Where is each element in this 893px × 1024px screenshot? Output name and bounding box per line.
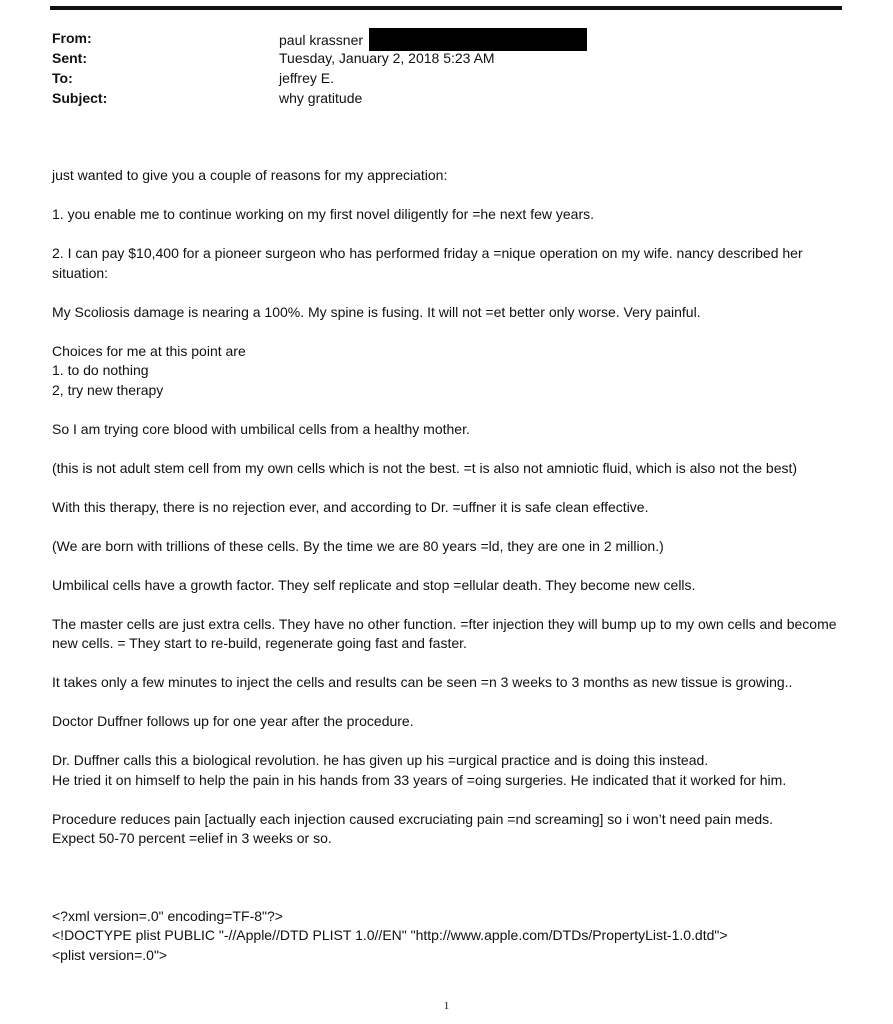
body-paragraph: My Scoliosis damage is nearing a 100%. My spine is fusing. It will not =et better only worse. Very painful. <box>52 303 701 320</box>
body-paragraph: Dr. Duffner calls this a biological revolution. he has given up his =urgical practice and is doing this instead. He tried it on himself to help the pain in his hands from 33 years of =oing surgeries. He indicated that it worked for him. <box>52 752 787 788</box>
subject-value: why gratitude <box>279 90 363 106</box>
to-value: jeffrey E. <box>279 70 334 86</box>
body-paragraph: It takes only a few minutes to inject the cells and results can be seen =n 3 weeks to 3 months as new tissue is growing.. <box>52 674 793 690</box>
body-paragraph: Doctor Duffner follows up for one year after the procedure. <box>52 713 414 729</box>
body-paragraph: The master cells are just extra cells. They have no other function. =fter injection they will bump up to my own cells and become new cells. = They start to re-build, regenerate going fast and faster. <box>52 615 837 651</box>
sent-value: Tuesday, January 2, 2018 5:23 AM <box>279 50 495 66</box>
body-paragraph: 1. you enable me to continue working on my first novel diligently for =he next few years. <box>52 206 595 222</box>
header-from-row <box>52 28 812 48</box>
body-paragraph: So I am trying core blood with umbilical cells from a healthy mother. <box>52 420 470 437</box>
body-paragraph: Procedure reduces pain [actually each injection caused excruciating pain =nd screaming] so i won’t need pain meds. Expect 50-70 percent =elief in 3 weeks or so. <box>52 810 774 846</box>
from-value: paul krassner <box>279 32 364 48</box>
body-paragraph: With this therapy, there is no rejection ever, and according to Dr. =uffner it is safe clean effective. <box>52 498 649 515</box>
header-sent-row <box>52 48 812 68</box>
header-subject-row <box>52 88 812 108</box>
body-paragraph: just wanted to give you a couple of reasons for my appreciation: <box>52 167 448 183</box>
top-rule <box>50 6 842 10</box>
page-number: 1 <box>443 1000 450 1012</box>
body-paragraph: Choices for me at this point are 1. to do nothing 2, try new therapy <box>52 342 246 398</box>
body-paragraph: (this is not adult stem cell from my own cells which is not the best. =t is also not amniotic fluid, which is also not the best) <box>52 459 798 476</box>
email-body <box>52 166 842 985</box>
xml-plist-text: <?xml version=.0" encoding=TF-8"?> <!DOCTYPE plist PUBLIC "-//Apple//DTD PLIST 1.0//EN" "http://www.apple.com/DTDs/PropertyList-1.0.dtd"> <plist version=.0"> <box>52 907 728 963</box>
subject-label: Subject: <box>52 90 108 106</box>
body-paragraph: 2. I can pay $10,400 for a pioneer surgeon who has performed friday a =nique operation on my wife. nancy described her situation: <box>52 245 803 281</box>
email-header <box>52 28 812 108</box>
from-label: From: <box>52 30 92 46</box>
body-paragraph: (We are born with trillions of these cells. By the time we are 80 years =ld, they are one in 2 million.) <box>52 537 664 554</box>
sent-label: Sent: <box>52 50 87 66</box>
header-to-row <box>52 68 812 88</box>
body-paragraph: Umbilical cells have a growth factor. They self replicate and stop =ellular death. They become new cells. <box>52 576 696 593</box>
to-label: To: <box>52 70 73 86</box>
